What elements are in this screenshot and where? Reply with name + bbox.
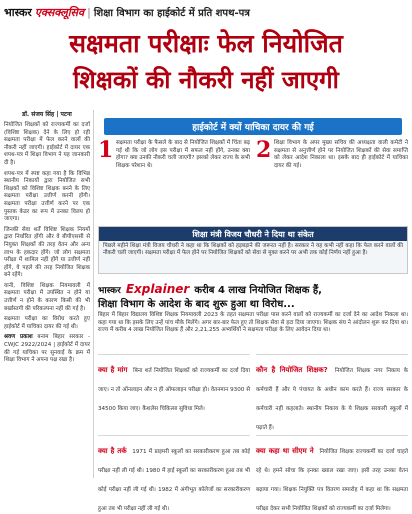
left-paragraph: जिनकी सेवा शर्तें विशिष्ट शिक्षक नियमों द्वारा निर्धारित होंगी और वे बीपीएससी से नियुक्त शिक्षकों की तरह वेतन और अन्य लाभ के हकदार होंगे। जो लोग सक्षमता परीक्षा में शामिल नहीं होंगे या उत्तीर्ण नहीं होंगे, वे पहले की तरह नियोजित शिक्षक बने रहेंगे। <box>4 226 90 279</box>
explainer-title-2: शिक्षा विभाग के आदेश के बाद शुरू हुआ था विरोध... <box>98 299 295 310</box>
reason-number: 1 <box>98 137 114 163</box>
qa-item <box>98 435 250 514</box>
header-separator: | <box>87 5 91 19</box>
qa-answer: नियोजित शिक्षक राज्यकर्मी का दर्जा चाहते रहे थे। हमने सोचा कि इनका ख्याल रखा जाए। इसी तरह उनका वेतन बढ़ाया गया। शिक्षक नियुक्ति पत्र वितरण समारोह में कहा था कि सक्षमता परीक्षा देकर सभी नियोजित शिक्षकों को राज्यकर्मी का दर्जा मिलेगा। <box>256 449 408 512</box>
qa-answer: 1971 में प्राइमरी स्कूलों का सरकारीकरण हुआ तब कोई परीक्षा नहीं ली गई थी। 1980 में हाई स्कूलों का सरकारीकरण हुआ तब भी कोई परीक्षा नहीं ली गई थी। 1982 में अंगीभूत कॉलेजों का सरकारीकरण हुआ तब भी परीक्षा नहीं ली गई थी। <box>98 449 250 512</box>
qa-question: क्या कहा था सीएम ने <box>256 447 314 455</box>
header-bar <box>0 0 412 24</box>
minister-heading: शिक्षा मंत्री विजय चौधरी ने दिया था संकेत <box>99 227 407 241</box>
case-text: बनाम बिहार सरकार - CWJC 2922/2024 | हाईकोर्ट में दायर की गई याचिका पर सुनवाई के क्रम में शिक्षा विभाग ने अपना पक्ष रखा है। <box>4 334 90 364</box>
reason-item <box>98 137 250 226</box>
qa-item <box>256 435 408 514</box>
reason-number: 2 <box>256 137 272 163</box>
left-paragraph: यानी, विशिष्ट शिक्षक नियमावली में सक्षमता परीक्षा में उपस्थित न होने या उत्तीर्ण न होने के कारण किसी की भी बर्खास्तगी की परिकल्पना नहीं की गई है। <box>4 282 90 312</box>
case-name: श्रवण प्रकाश <box>4 334 33 341</box>
headline-line-2: शिक्षकों की नौकरी नहीं जाएगी <box>73 66 339 94</box>
minister-box <box>98 226 408 274</box>
reason-item <box>256 137 408 226</box>
brand-name: भास्कर <box>4 5 32 19</box>
qa-grid <box>98 354 409 512</box>
explainer-heading <box>98 278 408 310</box>
qa-question: क्या है तर्क <box>98 447 127 455</box>
main-headline <box>6 26 406 98</box>
left-paragraph: सक्षमता परीक्षा का विरोध करते हुए हाईकोर्ट में याचिका दायर की गई थी। <box>4 316 90 330</box>
qa-item <box>256 354 408 433</box>
explainer-label: Explainer <box>125 282 190 296</box>
qa-question: क्या है मांग <box>98 366 128 374</box>
explainer-brand: भास्कर <box>98 286 121 296</box>
left-paragraph: नियोजित शिक्षकों को राज्यकर्मी का दर्जा (विशिष्ट शिक्षक) देने के लिए हो रही सक्षमता परीक्षा में फेल करने वालों की नौकरी नहीं जाएगी। हाईकोर्ट में दायर एक शपथ-पत्र में शिक्षा विभाग ने यह जानकारी दी है। <box>4 122 90 166</box>
highcourt-banner: हाईकोर्ट में क्यों याचिका दायर की गई <box>104 118 402 135</box>
qa-answer: बिना शर्त नियोजित शिक्षकों को राज्यकर्मी का दर्जा दिया जाए। न तो ऑनलाइन और न ही ऑफलाइन परीक्षा हो। वेतनमान 9300 से 34500 किया जाए। कैशलेस चिकित्सा सुविधा मिले। <box>98 368 251 412</box>
minister-text: पिछले महीने शिक्षा मंत्री विजय चौधरी ने कहा था कि शिक्षकों को हड़बड़ाने की जरूरत नहीं है। सरकार ने यह कभी नहीं कहा कि फेल करने वालों की नौकरी चली जाएगी। सक्षमता परीक्षा में फेल होने पर नियोजित शिक्षकों को सेवा से मुक्त करने पर अभी तक कोई निर्णय नहीं हुआ है। <box>103 243 403 257</box>
qa-item <box>98 354 250 433</box>
qa-question: कौन है नियोजित शिक्षक? <box>256 366 328 374</box>
qa-answer: नियोजित शिक्षक नगर निकाय के कर्मचारी हैं और ये पंचायत के अधीन काम करते हैं। राज्य सरकार के कर्मचारी नहीं कहलाते। स्थानीय निकाय के ये शिक्षक सरकारी स्कूलों में पढ़ाते हैं। <box>256 368 409 431</box>
left-column <box>4 110 94 478</box>
byline: डॉ. संजय सिंह | पटना <box>22 111 72 118</box>
explainer-title-1: करीब 4 लाख नियोजित शिक्षक हैं, <box>194 285 322 296</box>
explainer-body: बिहार में बिहार विद्यालय विशिष्ट शिक्षक नियमावली 2023 के तहत सक्षमता परीक्षा पास करने वालों को राज्यकर्मी का दर्जा देने का आदेश निकला था। कहा गया था कि इसके लिए उन्हें पांच मौके मिलेंगे। अगर बार-बार फेल हुए तो शिक्षक सेवा से हटा दिया जाएगा। शिक्षक संघ ने आंदोलन शुरू कर दिया था। राज्य में करीब 4 लाख नियोजित शिक्षक हैं और 2,21,255 अभ्यर्थियों ने सक्षमता परीक्षा के लिए आवेदन दिया था। <box>98 312 408 334</box>
reason-text: सक्षमता परीक्षा के फैसले के बाद से नियोजित शिक्षकों में चिंता बढ़ गई थी कि जो लोग इस परीक्षा में सफल नहीं होंगे, उनका क्या होगा? क्या उनकी नौकरी चली जाएगी? इसको लेकर राज्य के सभी शिक्षक परेशान थे। <box>116 140 250 169</box>
header-kicker: शिक्षा विभाग का हाईकोर्ट में प्रति शपथ-पत्र <box>93 8 250 19</box>
reasons-section <box>98 137 408 226</box>
headline-line-1: सक्षमता परीक्षाः फेल नियोजित <box>69 29 343 58</box>
brand-exclusive: एक्सक्लूसिव <box>34 5 85 19</box>
left-paragraph: शपथ-पत्र में स्पष्ट कहा गया है कि विभिन्न स्थानीय निकायों द्वारा नियोजित सभी शिक्षकों को विशिष्ट शिक्षक बनने के लिए सक्षमता परीक्षा उत्तीर्ण करनी होगी। सक्षमता परीक्षा उत्तीर्ण करने पर एक पुस्तक केडर का रूप में उनका विलय हो जाएगा। <box>4 170 90 223</box>
reason-text: शिक्षा विभाग के अपर मुख्य सचिव की अध्यक्षता वाली कमेटी ने सक्षमता से अनुत्तीर्ण होने पर नियोजित शिक्षकों की सेवा समाप्ति को लेकर आदेश निकाला था। इसके बाद ही हाईकोर्ट में याचिका दायर की गई। <box>274 140 408 169</box>
case-reference <box>4 334 90 364</box>
